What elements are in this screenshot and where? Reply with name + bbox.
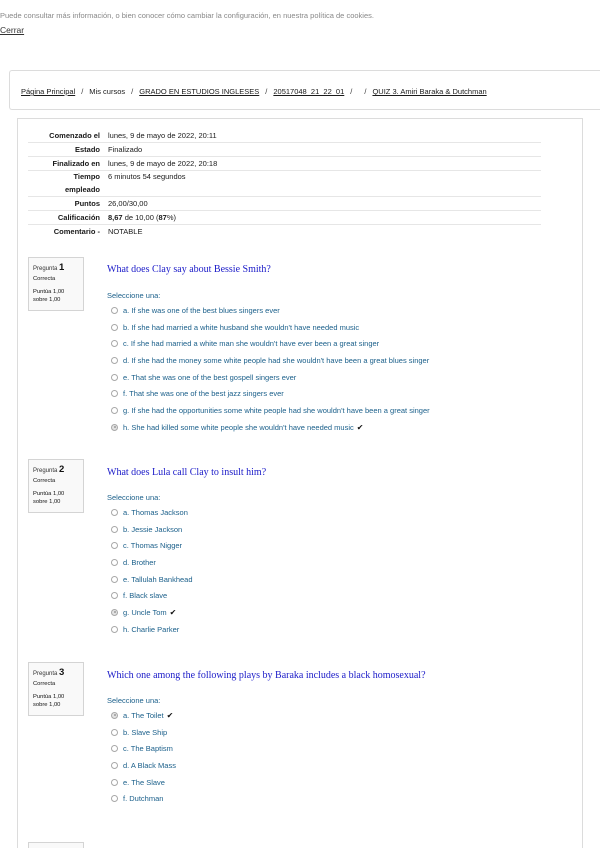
breadcrumb-home[interactable]: Página Principal bbox=[21, 87, 76, 96]
summary-label: Estado bbox=[74, 145, 100, 154]
breadcrumb-my-courses: Mis cursos bbox=[89, 87, 126, 96]
question-state: Correcta bbox=[33, 276, 56, 282]
answer-option[interactable] bbox=[111, 740, 176, 757]
answer-label: c. Thomas Nigger bbox=[123, 541, 183, 551]
answer-list-2 bbox=[111, 504, 193, 638]
answer-option[interactable] bbox=[111, 352, 430, 369]
radio-icon[interactable] bbox=[111, 779, 118, 786]
answer-list-1 bbox=[111, 302, 430, 436]
grade-max: de 10,00 ( bbox=[122, 213, 159, 222]
grade-line: sobre 1,00 bbox=[33, 297, 61, 303]
answer-option[interactable] bbox=[111, 604, 193, 621]
answer-label: d. If she had the money some white people had she wouldn't have been a great blues singer bbox=[123, 355, 430, 365]
answer-label: h. Charlie Parker bbox=[123, 624, 180, 634]
answer-option[interactable] bbox=[111, 419, 430, 436]
answer-label: b. If she had married a white husband she wouldn't have needed music bbox=[123, 322, 360, 332]
question-info-2 bbox=[28, 459, 84, 513]
radio-icon[interactable] bbox=[111, 390, 118, 397]
summary-label: Finalizado en bbox=[52, 159, 100, 168]
answer-label: b. Jessie Jackson bbox=[123, 524, 183, 534]
answer-option[interactable] bbox=[111, 335, 430, 352]
question-num: 1 bbox=[59, 262, 65, 273]
summary-row-started bbox=[28, 129, 541, 143]
radio-icon[interactable] bbox=[111, 745, 118, 752]
answer-list-3 bbox=[111, 707, 176, 807]
question-info-4 bbox=[28, 842, 84, 848]
question-text-3: Which one among the following plays by Baraka includes a black homosexual? bbox=[107, 670, 426, 681]
answer-label: e. Tallulah Bankhead bbox=[123, 574, 193, 584]
question-number bbox=[33, 464, 79, 475]
answer-option[interactable] bbox=[111, 402, 430, 419]
check-icon: ✔ bbox=[356, 422, 364, 432]
radio-icon[interactable] bbox=[111, 576, 118, 583]
summary-row-points bbox=[28, 197, 541, 211]
summary-value: lunes, 9 de mayo de 2022, 20:11 bbox=[108, 131, 217, 140]
select-prompt-1: Seleccione una: bbox=[107, 291, 161, 300]
breadcrumb-quiz[interactable]: QUIZ 3. Amiri Baraka & Dutchman bbox=[372, 87, 487, 96]
answer-option[interactable] bbox=[111, 587, 193, 604]
question-label: Pregunta bbox=[33, 671, 58, 677]
radio-icon[interactable] bbox=[111, 609, 118, 616]
attempt-summary-table bbox=[28, 129, 541, 239]
summary-value bbox=[106, 211, 541, 224]
radio-icon[interactable] bbox=[111, 542, 118, 549]
summary-label: Comentario - bbox=[53, 227, 100, 236]
answer-label: a. If she was one of the best blues singers ever bbox=[123, 305, 280, 315]
breadcrumb-separator: / bbox=[81, 87, 84, 96]
radio-icon[interactable] bbox=[111, 762, 118, 769]
summary-label bbox=[28, 171, 106, 196]
breadcrumb-bar bbox=[9, 70, 600, 110]
question-number bbox=[33, 667, 79, 678]
grade-close: %) bbox=[166, 213, 176, 222]
radio-icon[interactable] bbox=[111, 729, 118, 736]
breadcrumb-degree[interactable]: GRADO EN ESTUDIOS INGLESES bbox=[139, 87, 260, 96]
answer-option[interactable] bbox=[111, 302, 430, 319]
breadcrumb-separator: / bbox=[350, 87, 353, 96]
answer-option[interactable] bbox=[111, 319, 430, 336]
answer-option[interactable] bbox=[111, 504, 193, 521]
breadcrumb-separator: / bbox=[131, 87, 134, 96]
question-text-2: What does Lula call Clay to insult him? bbox=[107, 467, 267, 478]
answer-option[interactable] bbox=[111, 757, 176, 774]
question-num: 2 bbox=[59, 464, 65, 475]
radio-icon[interactable] bbox=[111, 424, 118, 431]
summary-row-comment bbox=[28, 225, 541, 239]
grade-line: sobre 1,00 bbox=[33, 499, 61, 505]
answer-label: a. Thomas Jackson bbox=[123, 507, 188, 517]
radio-icon[interactable] bbox=[111, 559, 118, 566]
answer-label: h. She had killed some white people she wouldn't have needed music bbox=[123, 422, 354, 432]
radio-icon[interactable] bbox=[111, 374, 118, 381]
answer-option[interactable] bbox=[111, 521, 193, 538]
question-label: Pregunta bbox=[33, 468, 58, 474]
answer-label: c. If she had married a white man she wouldn't have ever been a great singer bbox=[123, 339, 380, 349]
question-label: Pregunta bbox=[33, 266, 58, 272]
answer-label: f. That she was one of the best jazz singers ever bbox=[123, 389, 284, 399]
question-num: 3 bbox=[59, 667, 65, 678]
breadcrumb-separator: / bbox=[265, 87, 268, 96]
summary-row-time bbox=[28, 171, 541, 197]
summary-value: Finalizado bbox=[108, 145, 143, 154]
summary-value: 6 minutos 54 segundos bbox=[108, 172, 186, 181]
answer-label: e. The Slave bbox=[123, 777, 165, 787]
summary-label-line: Tiempo bbox=[73, 172, 100, 181]
summary-row-grade bbox=[28, 211, 541, 225]
breadcrumb-separator: / bbox=[364, 87, 367, 96]
answer-label: f. Dutchman bbox=[123, 794, 164, 804]
radio-icon[interactable] bbox=[111, 357, 118, 364]
grade-line: Puntúa 1,00 bbox=[33, 694, 65, 700]
answer-label: g. If she had the opportunities some white people had she wouldn't have been a great singer bbox=[123, 405, 430, 415]
select-prompt-2: Seleccione una: bbox=[107, 493, 161, 502]
answer-label: g. Uncle Tom bbox=[123, 607, 167, 617]
grade-percent: 87 bbox=[158, 213, 167, 222]
radio-icon[interactable] bbox=[111, 795, 118, 802]
radio-icon[interactable] bbox=[111, 509, 118, 516]
check-icon: ✔ bbox=[169, 607, 177, 617]
summary-row-state bbox=[28, 143, 541, 157]
radio-icon[interactable] bbox=[111, 340, 118, 347]
cookie-notice bbox=[0, 0, 600, 40]
question-text-1: What does Clay say about Bessie Smith? bbox=[107, 264, 271, 275]
radio-icon[interactable] bbox=[111, 324, 118, 331]
breadcrumb-course[interactable]: 20517048_21_22_01 bbox=[273, 87, 345, 96]
question-info-1 bbox=[28, 257, 84, 311]
cookie-close-link[interactable]: Cerrar bbox=[0, 25, 25, 35]
answer-label: d. Brother bbox=[123, 557, 156, 567]
grade-line: Puntúa 1,00 bbox=[33, 491, 65, 497]
question-grade bbox=[33, 490, 79, 506]
answer-option[interactable] bbox=[111, 724, 176, 741]
radio-icon[interactable] bbox=[111, 592, 118, 599]
radio-icon[interactable] bbox=[111, 626, 118, 633]
answer-label: a. The Toilet bbox=[123, 710, 164, 720]
answer-option[interactable] bbox=[111, 537, 193, 554]
answer-label: f. Black slave bbox=[123, 591, 168, 601]
cookie-notice-text: Puede consultar más información, o bien conocer cómo cambiar la configuración, en nuestra política de cookies. bbox=[0, 12, 374, 20]
summary-row-finished bbox=[28, 157, 541, 171]
grade-line: sobre 1,00 bbox=[33, 702, 61, 708]
check-icon: ✔ bbox=[166, 710, 174, 720]
summary-label: Calificación bbox=[57, 213, 100, 222]
question-number bbox=[33, 262, 79, 273]
answer-option[interactable] bbox=[111, 571, 193, 588]
answer-option[interactable] bbox=[111, 707, 176, 724]
answer-label: c. The Baptism bbox=[123, 744, 173, 754]
question-grade bbox=[33, 288, 79, 304]
breadcrumb bbox=[21, 87, 487, 96]
radio-icon[interactable] bbox=[111, 307, 118, 314]
question-state: Correcta bbox=[33, 681, 56, 687]
answer-option[interactable] bbox=[111, 774, 176, 791]
answer-option[interactable] bbox=[111, 554, 193, 571]
answer-option[interactable] bbox=[111, 369, 430, 386]
grade-score: 8,67 bbox=[108, 213, 123, 222]
select-prompt-3: Seleccione una: bbox=[107, 696, 161, 705]
question-grade bbox=[33, 693, 79, 709]
summary-label-line: empleado bbox=[64, 184, 100, 194]
answer-label: d. A Black Mass bbox=[123, 760, 176, 770]
radio-icon[interactable] bbox=[111, 712, 118, 719]
summary-label: Comenzado el bbox=[49, 131, 100, 140]
question-state: Correcta bbox=[33, 478, 56, 484]
radio-icon[interactable] bbox=[111, 407, 118, 414]
radio-icon[interactable] bbox=[111, 526, 118, 533]
answer-option[interactable] bbox=[111, 621, 193, 638]
answer-label: b. Slave Ship bbox=[123, 727, 168, 737]
summary-label: Puntos bbox=[74, 199, 100, 208]
summary-value: NOTABLE bbox=[108, 227, 143, 236]
grade-line: Puntúa 1,00 bbox=[33, 289, 65, 295]
question-info-3 bbox=[28, 662, 84, 716]
summary-value: 26,00/30,00 bbox=[108, 199, 148, 208]
answer-option[interactable] bbox=[111, 385, 430, 402]
summary-value: lunes, 9 de mayo de 2022, 20:18 bbox=[108, 159, 218, 168]
answer-option[interactable] bbox=[111, 790, 176, 807]
answer-label: e. That she was one of the best gospell singers ever bbox=[123, 372, 297, 382]
